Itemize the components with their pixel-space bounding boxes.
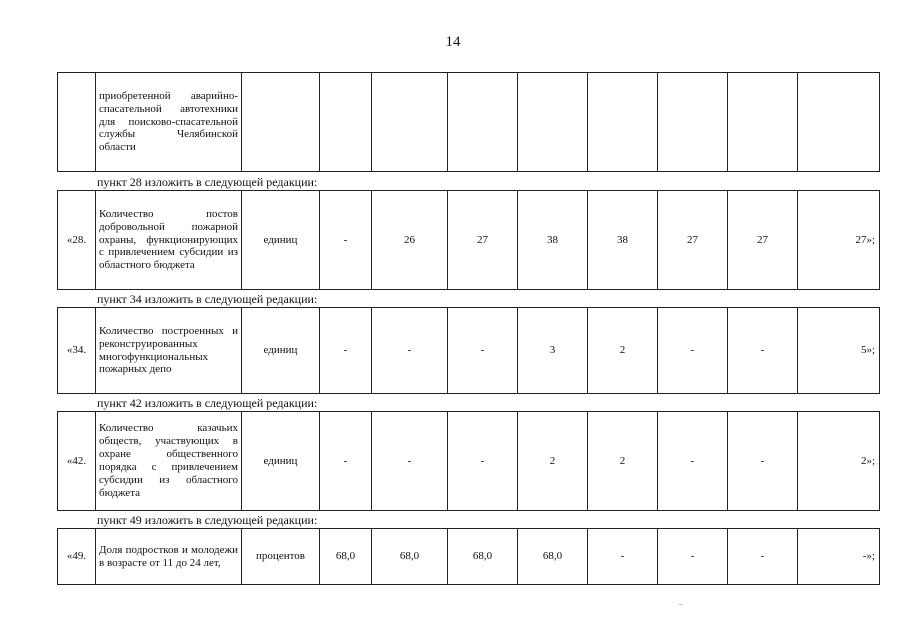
table-row <box>58 191 880 290</box>
value-cell: 5»; <box>798 308 880 394</box>
caption-item-49: пункт 49 изложить в следующей редакции: <box>97 513 318 527</box>
indicator-name: Количество построенных и реконструированных многофункциональных пожарных депо <box>96 308 242 394</box>
table-continuation <box>57 72 880 172</box>
value-cell: - <box>448 412 518 511</box>
indicator-name: Доля подростков и молодежи в возрасте от 11 до 24 лет, <box>96 529 242 585</box>
value-cell: 68,0 <box>320 529 372 585</box>
value-cell: 2 <box>588 412 658 511</box>
value-cell: - <box>658 412 728 511</box>
row-number: «42. <box>58 412 96 511</box>
value-cell <box>448 73 518 172</box>
value-cell: - <box>320 412 372 511</box>
value-cell: 3 <box>518 308 588 394</box>
value-cell: - <box>372 412 448 511</box>
value-cell: 68,0 <box>448 529 518 585</box>
caption-item-42: пункт 42 изложить в следующей редакции: <box>97 396 318 410</box>
caption-item-34: пункт 34 изложить в следующей редакции: <box>97 292 318 306</box>
value-cell: 27»; <box>798 191 880 290</box>
value-cell: 38 <box>518 191 588 290</box>
value-cell: 38 <box>588 191 658 290</box>
value-cell <box>728 73 798 172</box>
table-item-28 <box>57 190 880 290</box>
value-cell <box>798 73 880 172</box>
table-row <box>58 73 880 172</box>
row-number: «49. <box>58 529 96 585</box>
row-number: «34. <box>58 308 96 394</box>
indicator-name: Количество постов добровольной пожарной охраны, функционирующих с привлечением субсидии из областного бюджета <box>96 191 242 290</box>
indicator-name: приобретенной аварийно-спасательной автотехники для поисково-спасательной службы Челябинской области <box>96 73 242 172</box>
value-cell: - <box>372 308 448 394</box>
unit-cell <box>242 73 320 172</box>
unit-cell: единиц <box>242 308 320 394</box>
value-cell <box>320 73 372 172</box>
value-cell: 26 <box>372 191 448 290</box>
caption-item-28: пункт 28 изложить в следующей редакции: <box>97 175 318 189</box>
value-cell: 27 <box>658 191 728 290</box>
value-cell: - <box>320 308 372 394</box>
indicator-name: Количество казачьих обществ, участвующих в охране общественного порядка с привлечением субсидии из областного бюджета <box>96 412 242 511</box>
value-cell: 68,0 <box>518 529 588 585</box>
unit-cell: единиц <box>242 412 320 511</box>
value-cell: - <box>658 529 728 585</box>
value-cell: - <box>728 529 798 585</box>
page-number: 14 <box>445 34 461 50</box>
table-row <box>58 412 880 511</box>
value-cell: - <box>728 308 798 394</box>
scan-speck <box>679 604 682 605</box>
table-row <box>58 529 880 585</box>
value-cell <box>658 73 728 172</box>
value-cell: 27 <box>728 191 798 290</box>
value-cell: 2»; <box>798 412 880 511</box>
value-cell: - <box>658 308 728 394</box>
value-cell: - <box>320 191 372 290</box>
value-cell: - <box>448 308 518 394</box>
value-cell <box>372 73 448 172</box>
value-cell: 68,0 <box>372 529 448 585</box>
value-cell: 2 <box>518 412 588 511</box>
value-cell: -»; <box>798 529 880 585</box>
table-item-42 <box>57 411 880 511</box>
value-cell: 27 <box>448 191 518 290</box>
row-number: «28. <box>58 191 96 290</box>
table-item-49 <box>57 528 880 585</box>
num-cell <box>58 73 96 172</box>
value-cell: 2 <box>588 308 658 394</box>
unit-cell: процентов <box>242 529 320 585</box>
value-cell <box>588 73 658 172</box>
unit-cell: единиц <box>242 191 320 290</box>
value-cell: - <box>588 529 658 585</box>
value-cell <box>518 73 588 172</box>
value-cell: - <box>728 412 798 511</box>
table-item-34 <box>57 307 880 394</box>
table-row <box>58 308 880 394</box>
